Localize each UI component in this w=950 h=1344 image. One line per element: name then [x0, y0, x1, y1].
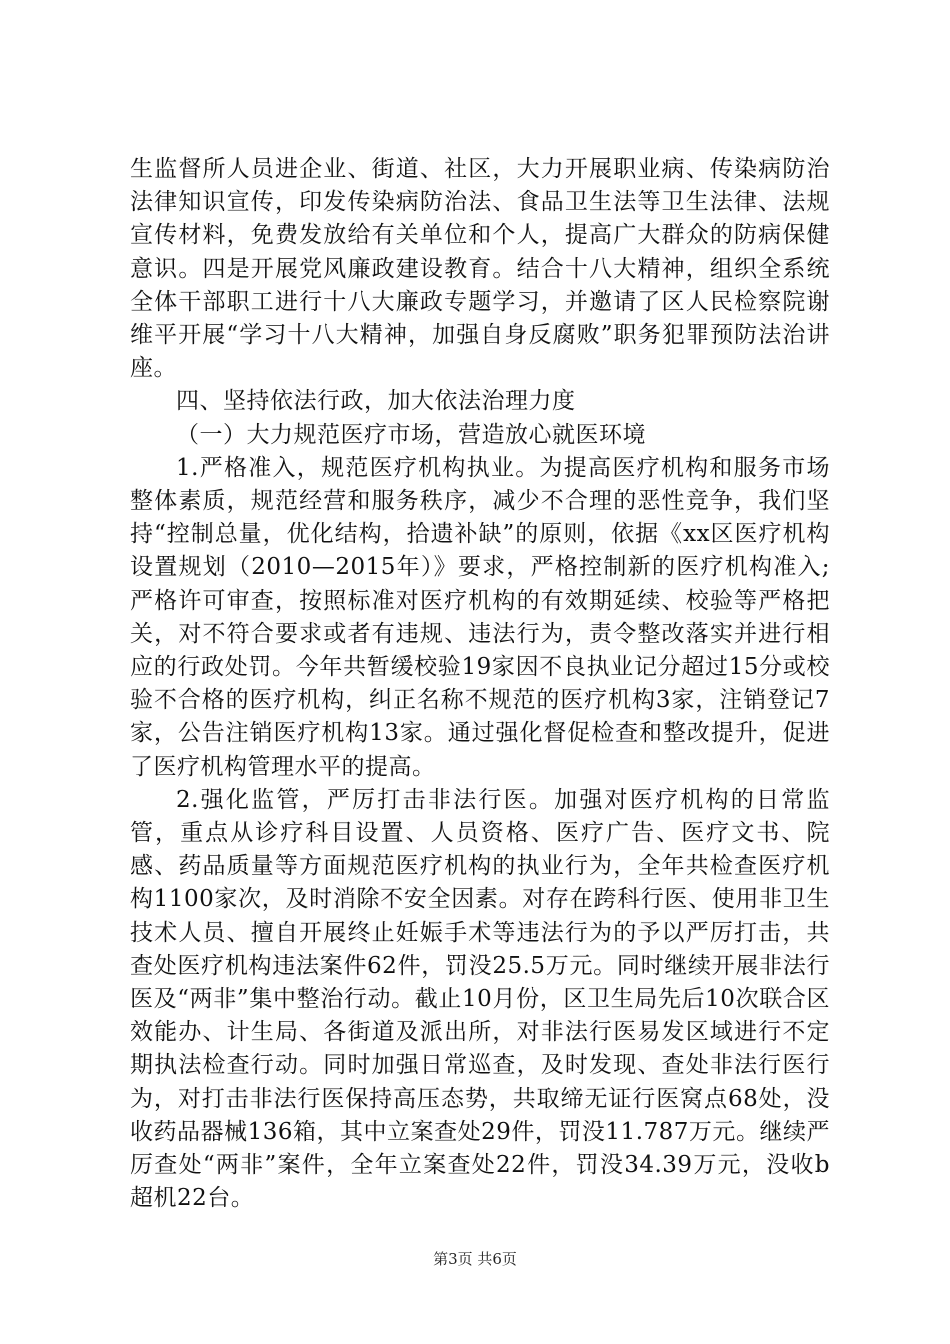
document-body: [130, 153, 830, 1216]
subsection-heading-1: （一）大力规范医疗市场，营造放心就医环境: [176, 421, 646, 448]
page-number-footer: 第3页 共6页: [433, 1250, 517, 1268]
paragraph-item-2: 2.强化监管，严厉打击非法行医。加强对医疗机构的日常监管，重点从诊疗科目设置、人员资格、医疗广告、医疗文书、院感、药品质量等方面规范医疗机构的执业行为，全年共检查医疗机构1100家次，及时消除不安全因素。对存在跨科行医、使用非卫生技术人员、擅自开展终止妊娠手术等违法行为的予以严厉打击，共查处医疗机构违法案件62件，罚没25.5万元。同时继续开展非法行医及“两非”集中整治行动。截止10月份，区卫生局先后10次联合区效能办、计生局、各街道及派出所，对非法行医易发区域进行不定期执法检查行动。同时加强日常巡查，及时发现、查处非法行医行为，对打击非法行医保持高压态势，共取缔无证行医窝点68处，没收药品器械136箱，其中立案查处29件，罚没11.787万元。继续严厉查处“两非”案件，全年立案查处22件，罚没34.39万元，没收b超机22台。: [130, 786, 830, 1212]
section-heading-4: 四、坚持依法行政，加大依法治理力度: [176, 388, 576, 415]
paragraph-continuation: 生监督所人员进企业、街道、社区，大力开展职业病、传染病防治法律知识宣传，印发传染病防治法、食品卫生法等卫生法律、法规宣传材料，免费发放给有关单位和个人，提高广大群众的防病保健意识。四是开展党风廉政建设教育。结合十八大精神，组织全系统全体干部职工进行十八大廉政专题学习，并邀请了区人民检察院谢维平开展“学习十八大精神，加强自身反腐败”职务犯罪预防法治讲座。: [130, 156, 830, 382]
paragraph-item-1: 1.严格准入，规范医疗机构执业。为提高医疗机构和服务市场整体素质，规范经营和服务秩序，减少不合理的恶性竞争，我们坚持“控制总量，优化结构，拾遗补缺”的原则，依据《xx区医疗机构设置规划（2010—2015年）》要求，严格控制新的医疗机构准入;严格许可审查，按照标准对医疗机构的有效期延续、校验等严格把关，对不符合要求或者有违规、违法行为，责令整改落实并进行相应的行政处罚。今年共暂缓校验19家因不良执业记分超过15分或校验不合格的医疗机构，纠正名称不规范的医疗机构3家，注销登记7家，公告注销医疗机构13家。通过强化督促检查和整改提升，促进了医疗机构管理水平的提高。: [130, 454, 830, 780]
